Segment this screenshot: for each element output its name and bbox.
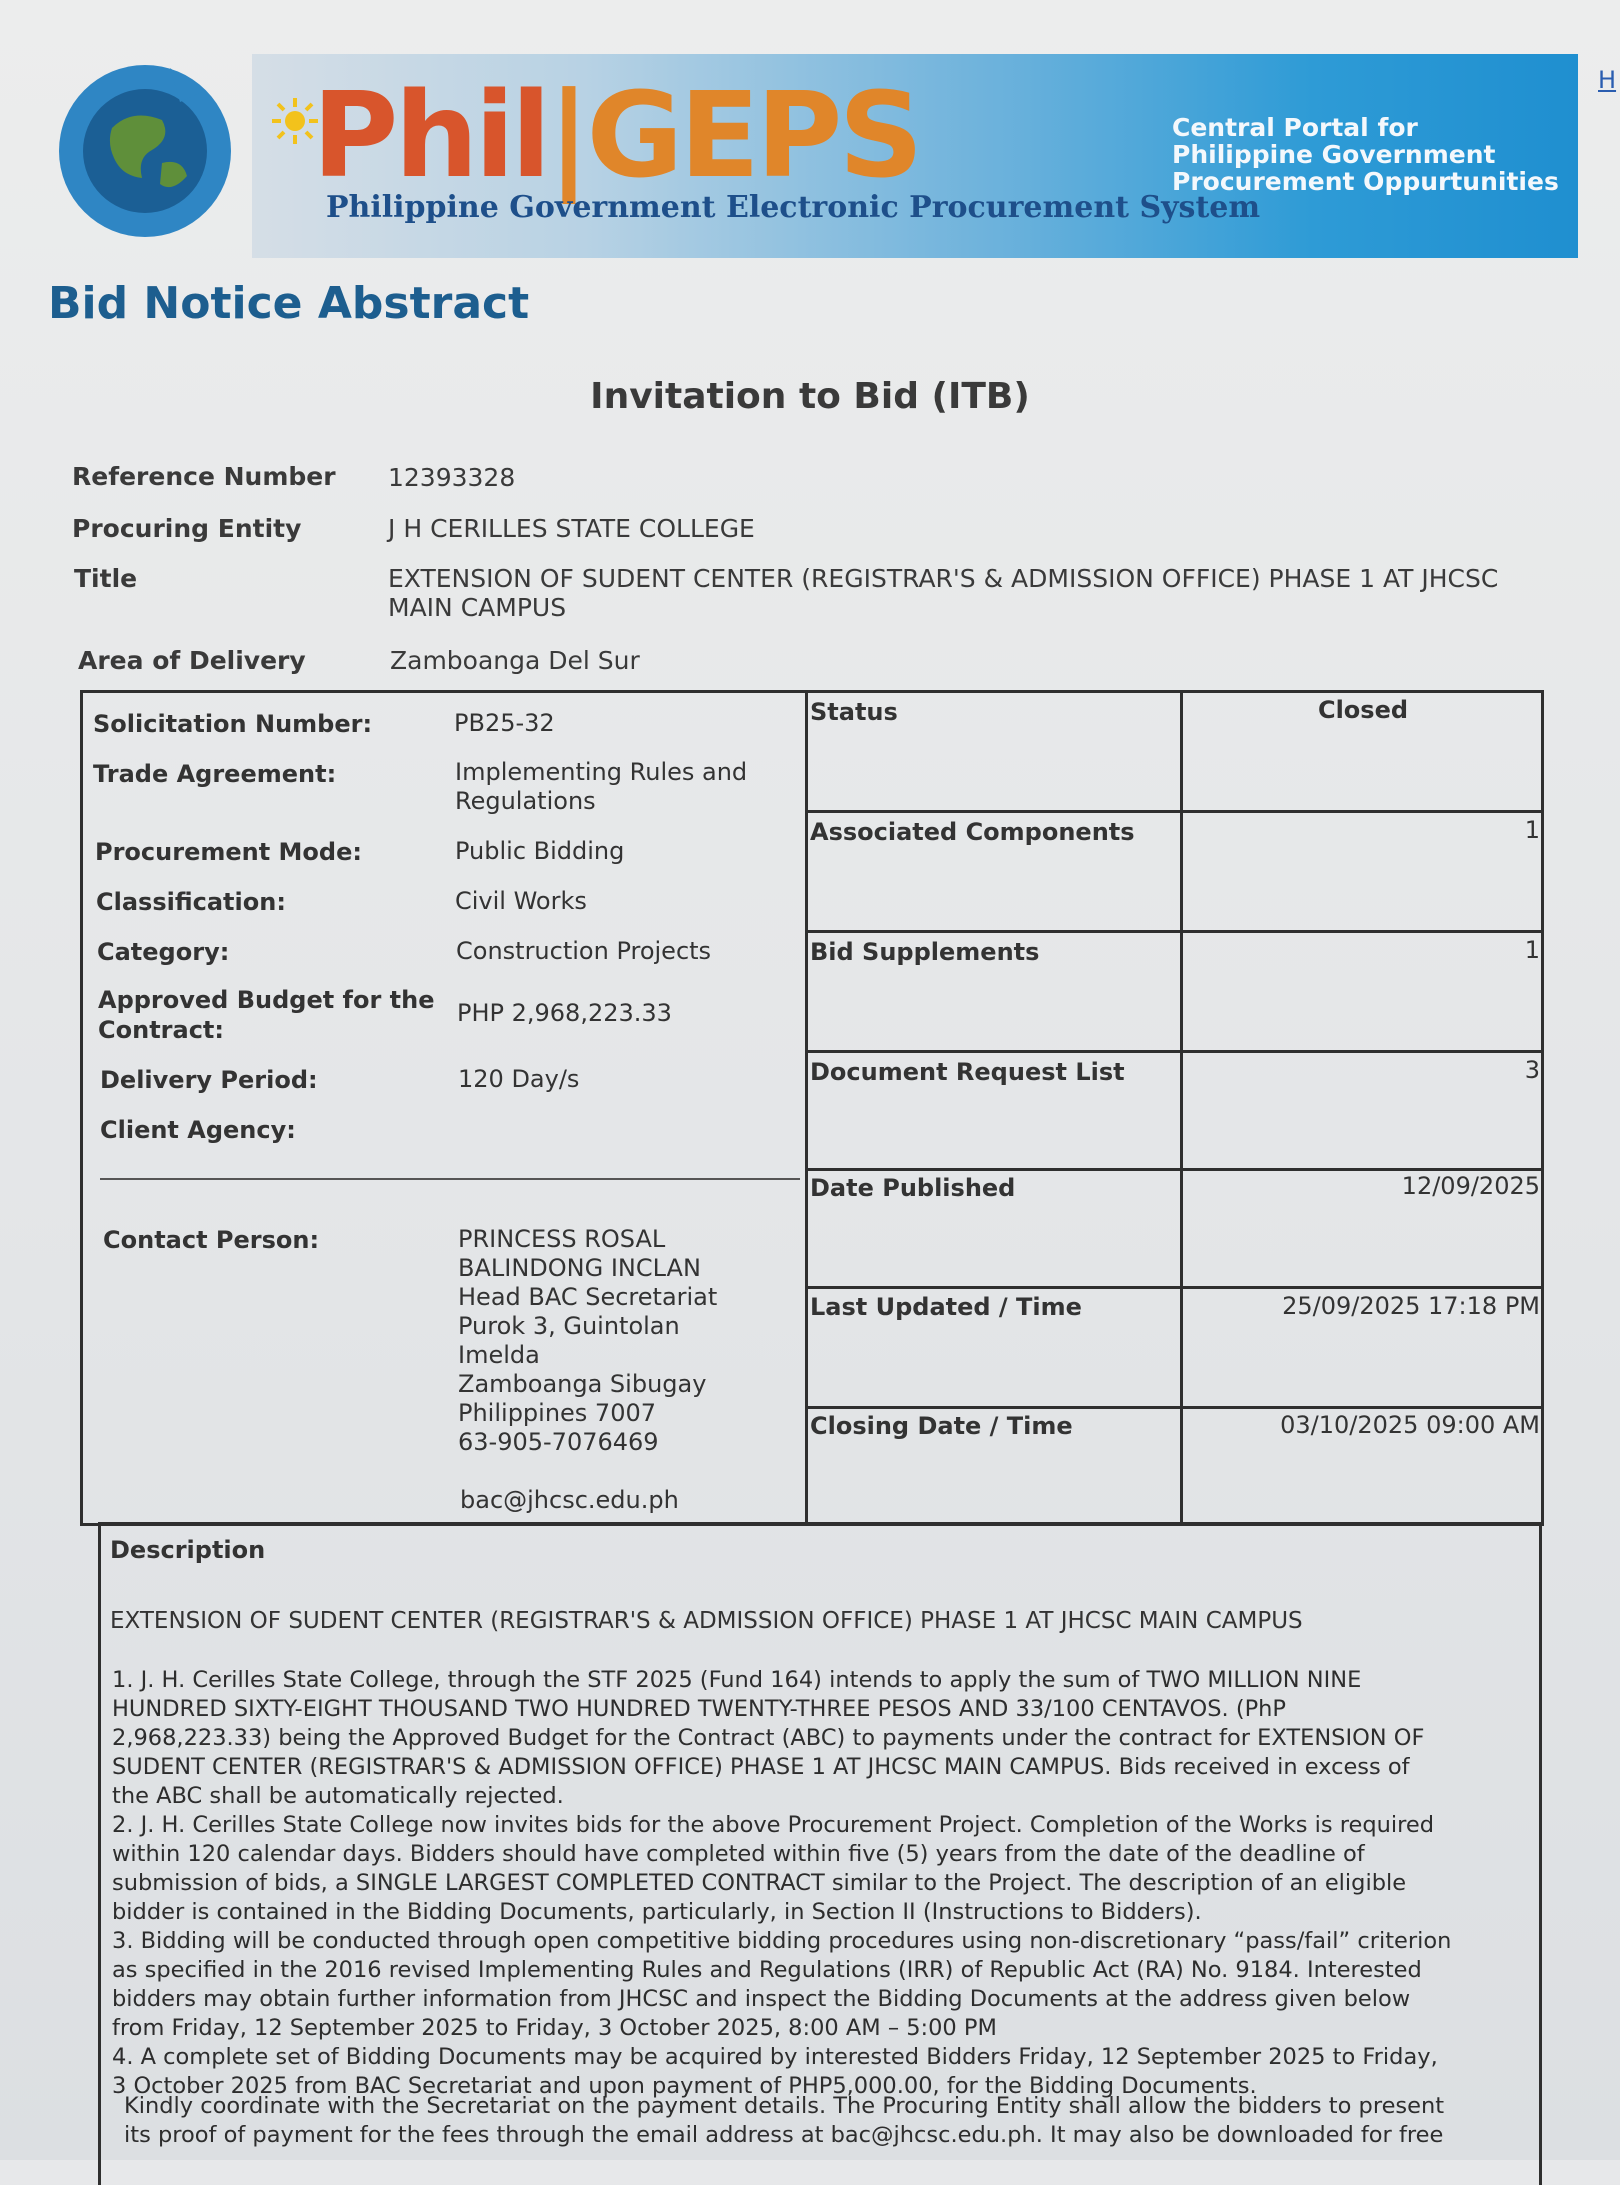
classification-value: Civil Works — [455, 887, 587, 915]
row-divider — [805, 930, 1544, 933]
portal-tagline: Central Portal for Philippine Government Procurement Oppurtunities — [1172, 113, 1559, 196]
last-updated-label: Last Updated / Time — [810, 1293, 1082, 1321]
closing-date-value: 03/10/2025 09:00 AM — [1280, 1411, 1540, 1439]
title-value-line1: EXTENSION OF SUDENT CENTER (REGISTRAR'S & ADMISSION OFFICE) PHASE 1 AT JHCSC — [388, 564, 1499, 593]
column-divider — [805, 690, 808, 1526]
procurement-mode-value: Public Bidding — [455, 837, 625, 865]
closing-date-label: Closing Date / Time — [810, 1412, 1073, 1440]
header-link[interactable]: H — [1598, 66, 1617, 94]
row-divider — [805, 1050, 1544, 1053]
bid-supplements-label: Bid Supplements — [810, 938, 1040, 966]
category-value: Construction Projects — [456, 937, 712, 965]
procurement-mode-label: Procurement Mode: — [95, 838, 362, 866]
procuring-entity-value: J H CERILLES STATE COLLEGE — [388, 514, 755, 543]
area-of-delivery-label: Area of Delivery — [78, 646, 306, 675]
date-published-label: Date Published — [810, 1174, 1016, 1202]
solicitation-number-value: PB25-32 — [454, 709, 555, 737]
last-updated-value: 25/09/2025 17:18 PM — [1282, 1292, 1540, 1320]
delivery-period-label: Delivery Period: — [100, 1066, 318, 1094]
area-of-delivery-value: Zamboanga Del Sur — [390, 646, 640, 675]
system-name: Philippine Government Electronic Procurement System — [326, 190, 1261, 225]
bid-supplements-value[interactable]: 1 — [1524, 936, 1540, 964]
row-divider — [805, 1168, 1544, 1171]
client-agency-label: Client Agency: — [100, 1116, 296, 1144]
document-request-list-label: Document Request List — [810, 1058, 1125, 1086]
status-value: Closed — [1317, 696, 1409, 724]
approved-budget-label-line2: Contract: — [98, 1016, 224, 1044]
contact-person-label: Contact Person: — [103, 1226, 320, 1254]
date-published-value: 12/09/2025 — [1401, 1172, 1540, 1200]
page-title: Bid Notice Abstract — [48, 278, 530, 329]
reference-number-label: Reference Number — [72, 462, 336, 491]
trade-agreement-label: Trade Agreement: — [93, 760, 337, 788]
row-divider — [805, 1406, 1544, 1409]
approved-budget-label-line1: Approved Budget for the — [98, 986, 435, 1014]
title-value-line2: MAIN CAMPUS — [388, 593, 567, 622]
trade-agreement-value-line1: Implementing Rules and — [455, 758, 748, 786]
description-heading: EXTENSION OF SUDENT CENTER (REGISTRAR'S & ADMISSION OFFICE) PHASE 1 AT JHCSC MAIN CAMPUS — [110, 1608, 1303, 1634]
contact-email[interactable]: bac@jhcsc.edu.ph — [460, 1486, 679, 1514]
classification-label: Classification: — [96, 888, 286, 916]
status-label: Status — [810, 698, 898, 726]
philgeps-banner — [252, 54, 1578, 258]
delivery-period-value: 120 Day/s — [458, 1065, 580, 1093]
category-label: Category: — [97, 938, 230, 966]
row-divider — [805, 810, 1544, 813]
description-label: Description — [110, 1536, 266, 1564]
payment-note: Kindly coordinate with the Secretariat on the payment details. The Procuring Entity shall allow the bidders to present its proof of payment for the fees through the email address at bac@jhcsc.edu.ph. It may also be downloaded for free — [124, 2093, 1445, 2148]
associated-components-label: Associated Components — [810, 818, 1135, 846]
contact-person-details: PRINCESS ROSAL BALINDONG INCLAN Head BAC Secretariat Purok 3, Guintolan Imelda Zamboanga Sibugay Philippines 7007 63-905-7076469 — [458, 1225, 718, 1456]
trade-agreement-value-line2: Regulations — [455, 787, 596, 815]
solicitation-number-label: Solicitation Number: — [93, 710, 373, 738]
approved-budget-value: PHP 2,968,223.33 — [457, 999, 672, 1027]
notice-type-heading: Invitation to Bid (ITB) — [590, 376, 1030, 417]
description-body: 1. J. H. Cerilles State College, through the STF 2025 (Fund 164) intends to apply the sum of TWO MILLION NINE HUNDRED SIXTY-EIGHT THOUSAND TWO HUNDRED TWENTY-THREE PESOS AND 33/100 CENTAVOS. (PhP 2,968,223.33) being the Approved Budget for the Contract (ABC) to payments under the contract for EXTENSION OF SUDENT CENTER (REGISTRAR'S & ADMISSION OFFICE) PHASE 1 AT JHCSC MAIN CAMPUS. Bids received in excess of the ABC shall be automatically rejected. 2. J. H. Cerilles State College now invites bids for the above Procurement Project. Completion of the Works is required within 120 calendar days. Bidders should have completed within five (5) years from the date of the deadline of submission of bids, a SINGLE LARGEST COMPLETED CONTRACT similar to the Project. The description of an eligible bidder is contained in the Bidding Documents, particularly, in Section II (Instructions to Bidders). 3. Bidding will be conducted through open competitive bidding procedures using non-discretionary “pass/fail” criterion as specified in the 2016 revised Implementing Rules and Regulations (IRR) of Republic Act (RA) No. 9184. Interested bidders may obtain further information from JHCSC and inspect the Bidding Documents at the address given below from Friday, 12 September 2025 to Friday, 3 October 2025, 8:00 AM – 5:00 PM 4. A complete set of Bidding Documents may be acquired by interested Bidders Friday, 12 September 2025 to Friday, 3 October 2025 from BAC Secretariat and upon payment of PHP5,000.00, for the Bidding Documents. — [112, 1667, 1452, 2099]
section-divider — [100, 1178, 800, 1180]
philgeps-wordmark: Phil|GEPS — [312, 66, 920, 204]
associated-components-value[interactable]: 1 — [1524, 816, 1540, 844]
document-request-list-value[interactable]: 3 — [1524, 1056, 1540, 1084]
title-label: Title — [74, 564, 138, 593]
procuring-entity-label: Procuring Entity — [72, 514, 302, 543]
row-divider — [805, 1286, 1544, 1289]
reference-number-value: 12393328 — [388, 463, 516, 492]
globe-logo-icon — [52, 58, 238, 244]
